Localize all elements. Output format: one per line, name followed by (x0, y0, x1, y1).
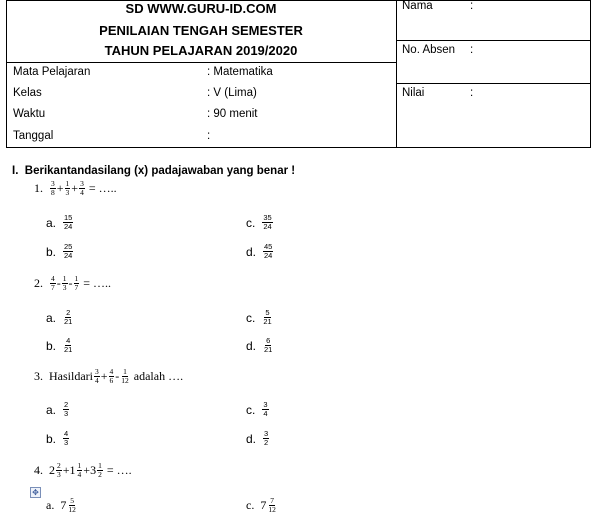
question-number: 1. (34, 181, 43, 195)
section-instruction (12, 165, 295, 177)
date-value: : (207, 130, 211, 142)
table-column-divider (396, 0, 397, 148)
fraction: $\frac{1}{12}$ (121, 367, 129, 385)
instruction-text: Berikantandasilang (x) padajawaban yang benar ! (24, 165, 296, 177)
q2-option-d[interactable]: d. $\frac{6}{21}$ (246, 336, 273, 354)
fraction: $\frac{3}{8}$ (51, 179, 55, 197)
side-rule-2 (396, 83, 591, 84)
class-label: Kelas (13, 87, 42, 99)
q3-option-a[interactable]: a. $\frac{2}{3}$ (46, 400, 69, 418)
time-label: Waktu (13, 108, 46, 120)
school-name: SD WWW.GURU-ID.COM (125, 1, 277, 16)
score-colon: : (470, 87, 474, 99)
exam-title: PENILAIAN TENGAH SEMESTER (99, 23, 303, 38)
move-handle-icon[interactable]: ✥ (30, 487, 41, 498)
q3-option-b[interactable]: b. $\frac{4}{3}$ (46, 429, 69, 447)
fraction: $\frac{1}{3}$ (65, 179, 70, 197)
subject-value: : Matematika (207, 66, 273, 78)
name-label: Nama (402, 0, 433, 12)
subject-label: Mata Pelajaran (13, 66, 91, 78)
question-4: 4. 2 $\frac{2}{3}$ + 1 $\frac{1}{4}$ + 3 $\frac{1}{2}$ = …. (34, 461, 132, 479)
q3-option-c[interactable]: c. $\frac{3}{4}$ (246, 400, 268, 418)
class-value: : V (Lima) (207, 87, 257, 99)
score-label: Nilai (402, 87, 425, 99)
question-1: 1. $\frac{3}{8}$ + $\frac{1}{3}$ + $\frac{3}{4}$ = ….. (34, 179, 117, 197)
date-label: Tanggal (13, 130, 54, 142)
q1-option-c[interactable]: c. $\frac{35}{24}$ (246, 213, 272, 231)
question-number: 3. (34, 369, 43, 383)
q2-option-b[interactable]: b. $\frac{4}{21}$ (46, 336, 73, 354)
mixed-number: 2 $\frac{2}{3}$ (49, 461, 61, 479)
fraction: $\frac{4}{6}$ (109, 367, 114, 385)
fraction: $\frac{3}{4}$ (80, 179, 84, 197)
table-bottom-border (6, 147, 591, 148)
q2-option-c[interactable]: c. $\frac{5}{21}$ (246, 308, 272, 326)
absen-label: No. Absen (402, 44, 456, 56)
q4-option-a[interactable]: a. 7 $\frac{5}{12}$ (46, 496, 76, 514)
question-number: 4. (34, 463, 43, 477)
q2-option-a[interactable]: a. $\frac{2}{21}$ (46, 308, 73, 326)
q1-option-b[interactable]: b. $\frac{25}{24}$ (46, 242, 73, 260)
time-value: : 90 menit (207, 108, 258, 120)
fraction: $\frac{1}{3}$ (62, 274, 67, 292)
side-rule-1 (396, 40, 591, 41)
name-colon: : (470, 0, 474, 12)
section-number: I. (12, 165, 19, 177)
q3-option-d[interactable]: d. $\frac{3}{2}$ (246, 429, 269, 447)
mixed-number: 3 $\frac{1}{2}$ (90, 461, 102, 479)
q1-option-d[interactable]: d. $\frac{45}{24}$ (246, 242, 273, 260)
mixed-number: 1 $\frac{1}{4}$ (69, 461, 82, 479)
question-number: 2. (34, 276, 43, 290)
question-2: 2. $\frac{4}{7}$ - $\frac{1}{3}$ - $\frac{1}{7}$ = ….. (34, 274, 112, 292)
fraction: $\frac{4}{7}$ (51, 274, 55, 292)
fraction: $\frac{3}{4}$ (95, 367, 99, 385)
q4-option-c[interactable]: c. 7 $\frac{7}{12}$ (246, 496, 276, 514)
absen-colon: : (470, 44, 474, 56)
header-bottom-rule (6, 62, 397, 63)
fraction: $\frac{1}{7}$ (74, 274, 79, 292)
question-3: 3. Hasildari $\frac{3}{4}$ + $\frac{4}{6}$ - $\frac{1}{12}$ adalah …. (34, 367, 184, 385)
table-right-border (590, 0, 591, 148)
q1-option-a[interactable]: a. $\frac{15}{24}$ (46, 213, 73, 231)
academic-year: TAHUN PELAJARAN 2019/2020 (104, 43, 298, 58)
